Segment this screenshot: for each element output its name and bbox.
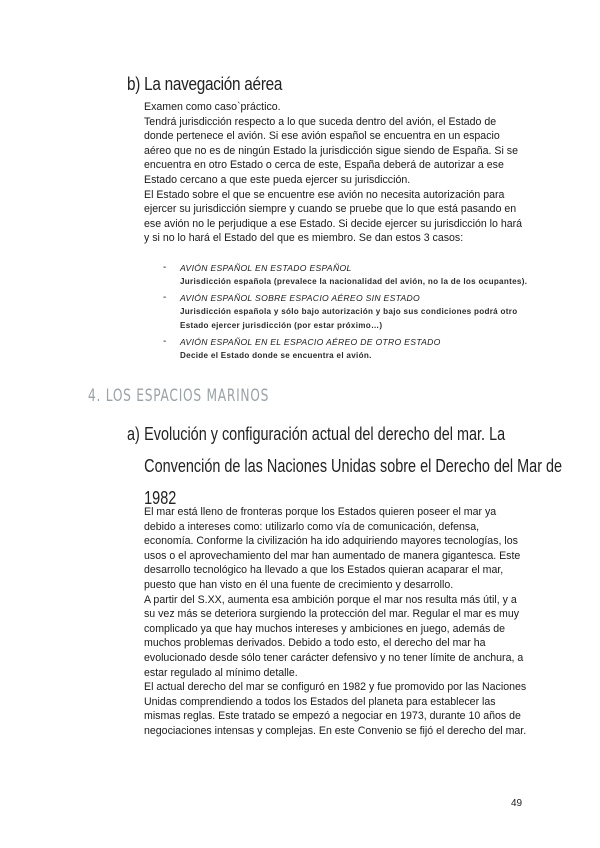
intro-paragraph: Examen como caso`práctico. xyxy=(144,101,281,113)
list-dash: - xyxy=(163,292,167,303)
case-title: AVIÓN ESPAÑOL EN EL ESPACIO AÉREO DE OTRO ESTADO xyxy=(180,337,441,347)
cases-list xyxy=(163,262,533,366)
case-description: Jurisdicción española (prevalece la nacionalidad del avión, no la de los ocupantes). xyxy=(180,277,528,286)
air-navigation-text xyxy=(144,100,528,246)
section-a-title-line-1: Evolución y configuración actual del derecho del mar. La xyxy=(144,423,506,444)
case-description: Jurisdicción española y sólo bajo autorización y bajo sus condiciones podrá otro Estado ejercer jurisdicción (por estar próximo…) xyxy=(180,307,518,330)
section-a-label: a) xyxy=(127,423,140,444)
section-a-title-line-3: 1982 xyxy=(144,487,177,508)
sea-paragraph-3: El actual derecho del mar se configuró en 1982 y fue promovido por las Naciones Unidas comprendiendo a todos los Estados del planeta para establecer las mismas reglas. Este tratado se empezó a negociar en 1973, durante 10 años de negociaciones intensas y complejas. En este Convenio se fijó el derecho del mar. xyxy=(144,681,527,737)
section-a-heading xyxy=(127,418,564,514)
sea-paragraph-1: El mar está lleno de fronteras porque los Estados quieren poseer el mar ya debido a intereses como: utilizarlo como vía de comunicación, defensa, economía. Conforme la civilización ha ido adquiriendo mayores tecnologías, los usos o el aprovechamiento del mar han aumentado de manera gigantesca. Este desarrollo tecnológico ha llevado a que los Estados quieran acaparar el mar, puesto que han visto en él una fuente de crecimiento y desarrollo. xyxy=(144,506,521,591)
case-description: Decide el Estado donde se encuentra el avión. xyxy=(180,351,372,360)
list-dash: - xyxy=(163,262,167,273)
case-title: AVIÓN ESPAÑOL EN ESTADO ESPAÑOL xyxy=(180,263,352,273)
section-b-label: b) xyxy=(127,74,141,94)
list-dash: - xyxy=(163,336,167,347)
section-b-title: La navegación aérea xyxy=(144,74,283,94)
section-b-heading xyxy=(127,74,282,95)
section-a-title-line-2: Convención de las Naciones Unidas sobre el Derecho del Mar de xyxy=(144,455,563,476)
section-4-heading: 4. LOS ESPACIOS MARINOS xyxy=(88,386,270,406)
jurisdiction-paragraph: Tendrá jurisdicción respecto a lo que suceda dentro del avión, el Estado de donde pertenece el avión. Si ese avión español se encuentra en un espacio aéreo que no es de ningún Estado la jurisdicción sigue siendo de España. Si se encuentra en otro Estado o cerca de este, España deberá de autorizar a ese Estado cercano a que este pueda ejercer su jurisdicción. xyxy=(144,115,518,186)
case-title: AVIÓN ESPAÑOL SOBRE ESPACIO AÉREO SIN ESTADO xyxy=(180,293,421,303)
sea-paragraph-2: A partir del S.XX, aumenta esa ambición porque el mar nos resulta más útil, y a su vez más se deteriora surgiendo la protección del mar. Regular el mar es muy complicado ya que hay muchos intereses y ambiciones en juego, además de muchos problemas derivados. Debido a todo esto, el derecho del mar ha evolucionado desde sólo tener carácter defensivo y no tener límite de anchura, a estar regulado al mínimo detalle. xyxy=(144,593,524,679)
law-of-sea-text xyxy=(144,505,528,739)
page-number: 49 xyxy=(511,798,523,809)
list-item xyxy=(163,292,533,333)
list-item xyxy=(163,262,533,289)
list-item xyxy=(163,336,533,363)
authorization-paragraph: El Estado sobre el que se encuentre ese avión no necesita autorización para ejercer su jurisdicción siempre y cuando se pruebe que lo que está pasando en ese avión no le perjudique a ese Estado. Si decide ejercer su jurisdicción lo hará y si no lo hará el Estado del que es miembro. Se dan estos 3 casos: xyxy=(144,188,523,245)
